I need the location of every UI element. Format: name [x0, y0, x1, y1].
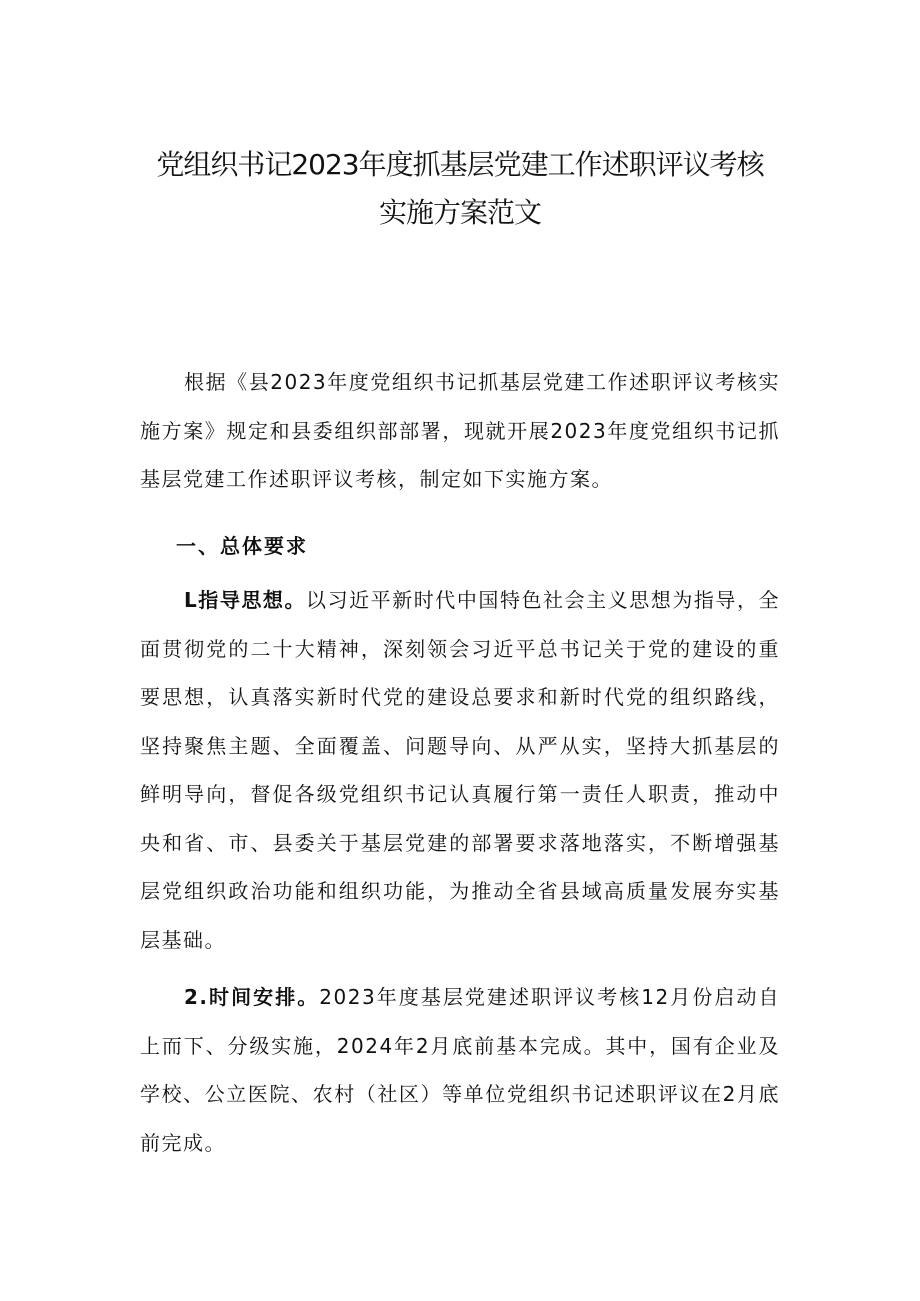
item-guiding-ideology: [140, 576, 780, 964]
section-heading-general-requirements: 一、总体要求: [176, 534, 308, 558]
document-title-line-2: 实施方案范文: [378, 196, 541, 229]
item-time-schedule: [140, 973, 780, 1167]
item-guiding-ideology-body: 以习近平新时代中国特色社会主义思想为指导，全面贯彻党的二十大精神，深刻领会习近平总书记关于党的建设的重要思想，认真落实新时代党的建设总要求和新时代党的组织路线，坚持聚焦主题、全面覆盖、问题导向、从严从实，坚持大抓基层的鲜明导向，督促各级党组织书记认真履行第一责任人职责，推动中央和省、市、县委关于基层党建的部署要求落地落实，不断增强基层党组织政治功能和组织功能，为推动全省县域高质量发展夯实基层基础。: [140, 588, 781, 952]
item-time-schedule-lead: 2.时间安排。: [184, 985, 320, 1009]
intro-paragraph: 根据《县2023年度党组织书记抓基层党建工作述职评议考核实施方案》规定和县委组织部部署，现就开展2023年度党组织书记抓基层党建工作述职评议考核，制定如下实施方案。: [140, 370, 780, 491]
item-guiding-ideology-lead: L指导思想。: [184, 588, 307, 612]
item-time-schedule-body: 2023年度基层党建述职评议考核12月份启动自上而下、分级实施，2024年2月底前基本完成。其中，国有企业及学校、公立医院、农村（社区）等单位党组织书记述职评议在2月底前完成。: [140, 985, 780, 1155]
document-title-line-1: 党组织书记2023年度抓基层党建工作述职评议考核: [156, 148, 764, 181]
